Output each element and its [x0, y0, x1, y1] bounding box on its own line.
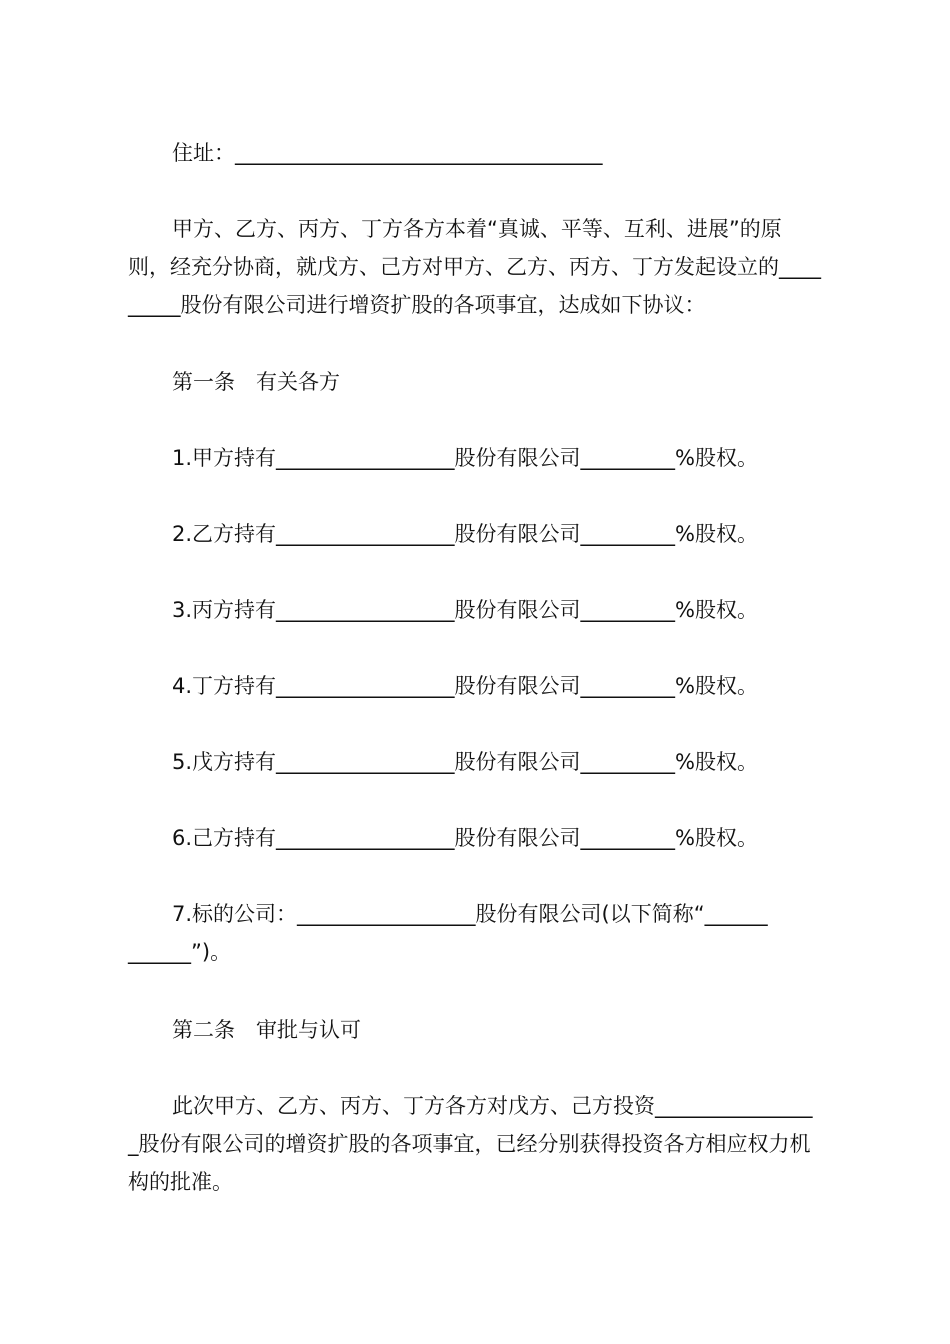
target-company-line-1: 7.标的公司：_________________股份有限公司(以下简称“______ [172, 902, 768, 926]
shareholding-item-6: 6.己方持有_________________股份有限公司_________%股权。 [172, 826, 758, 850]
article1-title: 第一条 有关各方 [172, 370, 340, 394]
shareholding-item-5: 5.戊方持有_________________股份有限公司_________%股权。 [172, 750, 758, 774]
intro-paragraph: 甲方、乙方、丙方、丁方各方本着“真诚、平等、互利、进展”的原则，经充分协商，就戊方、己方对甲方、乙方、丙方、丁方发起设立的_________股份有限公司进行增资扩股的各项事宜，达成如下协议： [128, 217, 821, 317]
target-company-line-2: ______”)。 [128, 940, 232, 964]
article2-paragraph: 此次甲方、乙方、丙方、丁方各方对戊方、己方投资________________股份有限公司的增资扩股的各项事宜，已经分别获得投资各方相应权力机构的批准。 [128, 1094, 813, 1194]
shareholding-item-4: 4.丁方持有_________________股份有限公司_________%股权。 [172, 674, 758, 698]
shareholding-item-1: 1.甲方持有_________________股份有限公司_________%股权。 [172, 446, 758, 470]
article2-title: 第二条 审批与认可 [172, 1018, 361, 1042]
shareholding-item-3: 3.丙方持有_________________股份有限公司_________%股权。 [172, 598, 758, 622]
shareholding-item-2: 2.乙方持有_________________股份有限公司_________%股权。 [172, 522, 758, 546]
address-line: 住址：___________________________________ [172, 141, 603, 165]
